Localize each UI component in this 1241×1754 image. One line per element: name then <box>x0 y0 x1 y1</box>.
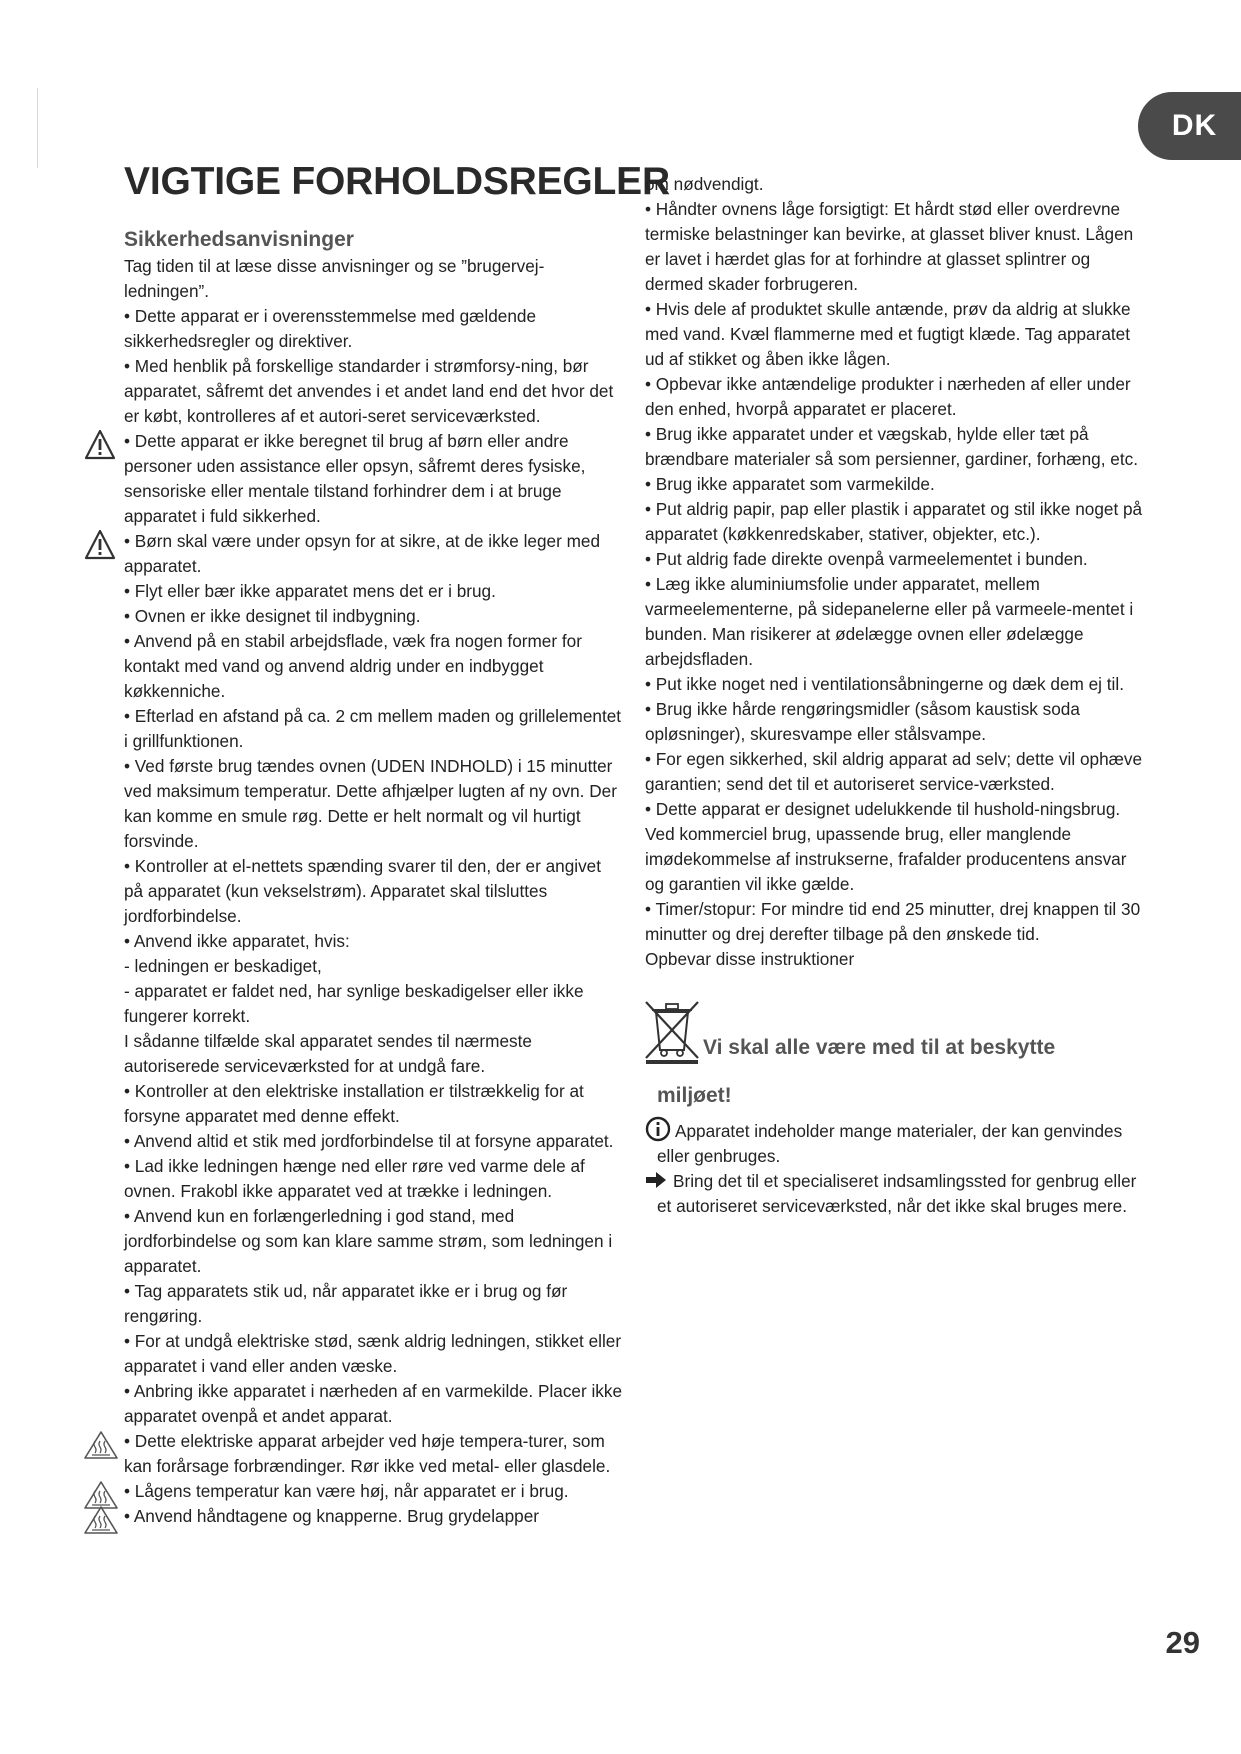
paragraph: • Kontroller at den elektriske installation er tilstrækkelig for at forsyne apparatet med denne effekt. <box>124 1081 584 1126</box>
paragraph: • Brug ikke hårde rengøringsmidler (såsom kaustisk soda opløsninger), skuresvampe eller stålsvampe. <box>645 699 1080 744</box>
environment-info-item <box>657 1116 1145 1169</box>
warning-paragraph <box>124 429 624 529</box>
paragraph: • Timer/stopur: For mindre tid end 25 minutter, drej knappen til 30 minutter og drej derefter tilbage på den ønskede tid. <box>645 899 1141 944</box>
paragraph: • Put ikke noget ned i ventilationsåbningerne og dæk dem ej til. <box>645 674 1124 694</box>
paragraph: • Opbevar ikke antændelige produkter i nærheden af eller under den enhed, hvorpå apparatet er placeret. <box>645 374 1131 419</box>
paragraph: - ledningen er beskadiget, <box>124 956 322 976</box>
paragraph: Opbevar disse instruktioner <box>645 949 855 969</box>
paragraph: • For at undgå elektriske stød, sænk aldrig ledningen, stikket eller apparatet i vand eller anden væske. <box>124 1331 622 1376</box>
warning-icon <box>84 529 116 561</box>
paragraph: • Efterlad en afstand på ca. 2 cm mellem maden og grillelementet i grillfunktionen. <box>124 706 622 751</box>
arrow-right-icon <box>645 1170 667 1190</box>
paragraph: I sådanne tilfælde skal apparatet sendes til nærmeste autoriserede serviceværksted for at undgå fare. <box>124 1031 532 1076</box>
warning-paragraph <box>124 529 624 579</box>
margin-rule <box>37 88 38 168</box>
paragraph-text: • Anvend håndtagene og knapperne. Brug grydelapper <box>124 1506 540 1526</box>
paragraph: • Flyt eller bær ikke apparatet mens det er i brug. <box>124 581 496 601</box>
paragraph: • Med henblik på forskellige standarder i strømforsy-ning, bør apparatet, såfremt det anvendes i et andet land end det hvor det er købt, kontrolleres af et autori-seret serviceværksted. <box>124 356 614 426</box>
environment-action-text: Bring det til et specialiseret indsamlingssted for genbrug eller et autoriseret serviceværksted, når det ikke skal bruges mere. <box>657 1171 1137 1216</box>
hot-surface-icon <box>84 1481 118 1509</box>
paragraph: • Anbring ikke apparatet i nærheden af en varmekilde. Placer ikke apparatet ovenpå et andet apparat. <box>124 1381 623 1426</box>
page-number: 29 <box>1165 1625 1200 1660</box>
environment-heading-continued: miljøet! <box>657 1084 732 1107</box>
paragraph: • Ovnen er ikke designet til indbygning. <box>124 606 421 626</box>
paragraph-text: • Dette apparat er ikke beregnet til brug af børn eller andre personer uden assistance eller opsyn, såfremt deres fysiske, sensoriske eller mentale tilstand forhindrer dem i at bruge apparatet i fuld sikkerhed. <box>124 431 586 526</box>
paragraph-text: • Dette elektriske apparat arbejder ved høje tempera-turer, som kan forårsage forbrændinger. Rør ikke ved metal- eller glasdele. <box>124 1431 611 1476</box>
paragraph: • Håndter ovnens låge forsigtigt: Et hårdt stød eller overdrevne termiske belastninger kan bevirke, at glasset bliver knust. Lågen er lavet i hærdet glas for at forhindre at glasset splintrer og dermed skader forbrugeren. <box>645 199 1134 294</box>
paragraph-text: • Lågens temperatur kan være høj, når apparatet er i brug. <box>124 1481 569 1501</box>
left-column <box>124 160 670 1529</box>
paragraph: • Hvis dele af produktet skulle antænde, prøv da aldrig at slukke med vand. Kvæl flammerne med et fugtigt klæde. Tag apparatet ud af stikket og åben ikke lågen. <box>645 299 1131 369</box>
environment-section <box>645 998 1145 1116</box>
language-tab: DK <box>1138 92 1241 160</box>
environment-info-text: Apparatet indeholder mange materialer, der kan genvindes eller genbruges. <box>657 1121 1123 1166</box>
paragraph: • Brug ikke apparatet som varmekilde. <box>645 474 935 494</box>
paragraph: • Anvend altid et stik med jordforbindelse til at forsyne apparatet. <box>124 1131 614 1151</box>
paragraph: • Dette apparat er i overensstemmelse med gældende sikkerhedsregler og direktiver. <box>124 306 537 351</box>
hot-surface-icon <box>84 1506 118 1534</box>
weee-crossed-bin-icon <box>642 998 702 1064</box>
paragraph: • Tag apparatets stik ud, når apparatet ikke er i brug og før rengøring. <box>124 1281 568 1326</box>
info-icon <box>645 1116 671 1142</box>
paragraph: - apparatet er faldet ned, har synlige beskadigelser eller ikke fungerer korrekt. <box>124 981 584 1026</box>
paragraph: • Anvend kun en forlængerledning i god stand, med jordforbindelse og som kan klare samme strøm, som ledningen i apparatet. <box>124 1206 613 1276</box>
warning-icon <box>84 429 116 461</box>
hot-surface-paragraph <box>124 1479 624 1504</box>
paragraph: • Anvend på en stabil arbejdsflade, væk fra nogen former for kontakt med vand og anvend aldrig under en indbygget køkkenniche. <box>124 631 582 701</box>
paragraph: • Brug ikke apparatet under et vægskab, hylde eller tæt på brændbare materialer så som persienner, gardiner, forhæng, etc. <box>645 424 1138 469</box>
paragraph: • Put aldrig fade direkte ovenpå varmeelementet i bunden. <box>645 549 1088 569</box>
paragraph: • Lad ikke ledningen hænge ned eller røre ved varme dele af ovnen. Frakobl ikke apparatet ved at trække i ledningen. <box>124 1156 585 1201</box>
hot-surface-paragraph <box>124 1429 624 1479</box>
paragraph: • Ved første brug tændes ovnen (UDEN INDHOLD) i 15 minutter ved maksimum temperatur. Dette afhjælper lugten af ny ovn. Der kan komme en smule røg. Dette er helt normalt og vil hurtigt forsvinde. <box>124 756 617 851</box>
paragraph: • Put aldrig papir, pap eller plastik i apparatet og stil ikke noget på apparatet (køkkenredskaber, stativer, objekter, etc.). <box>645 499 1143 544</box>
paragraph: • Anvend ikke apparatet, hvis: <box>124 931 350 951</box>
paragraph-text: • Børn skal være under opsyn for at sikre, at de ikke leger med apparatet. <box>124 531 601 576</box>
paragraph: om nødvendigt. <box>645 174 764 194</box>
right-column <box>645 172 1145 1219</box>
hot-surface-icon <box>84 1431 118 1459</box>
environment-heading: Vi skal alle være med til at beskytte <box>703 1036 1056 1059</box>
environment-list <box>645 1116 1145 1219</box>
paragraph: • Læg ikke aluminiumsfolie under apparatet, mellem varmeelementerne, på sidepanelerne eller på varmeele-mentet i bunden. Man risikerer at ødelægge ovnen eller ødelægge arbejdsfladen. <box>645 574 1134 669</box>
section-subtitle: Sikkerhedsanvisninger <box>124 228 354 251</box>
paragraph: • Dette apparat er designet udelukkende til hushold-ningsbrug. Ved kommerciel brug, upassende brug, eller manglende imødekommelse af instrukserne, frafalder producentens ansvar og garantien vil ikke gælde. <box>645 799 1127 894</box>
hot-surface-paragraph <box>124 1504 624 1529</box>
paragraph: Tag tiden til at læse disse anvisninger og se ”brugervej-ledningen”. <box>124 256 545 301</box>
paragraph: • For egen sikkerhed, skil aldrig apparat ad selv; dette vil ophæve garantien; send det til et autoriseret service-værksted. <box>645 749 1143 794</box>
paragraph: • Kontroller at el-nettets spænding svarer til den, der er angivet på apparatet (kun vekselstrøm). Apparatet skal tilsluttes jordforbindelse. <box>124 856 602 926</box>
page-title: VIGTIGE FORHOLDSREGLER <box>124 160 670 203</box>
environment-action-item <box>657 1169 1145 1219</box>
